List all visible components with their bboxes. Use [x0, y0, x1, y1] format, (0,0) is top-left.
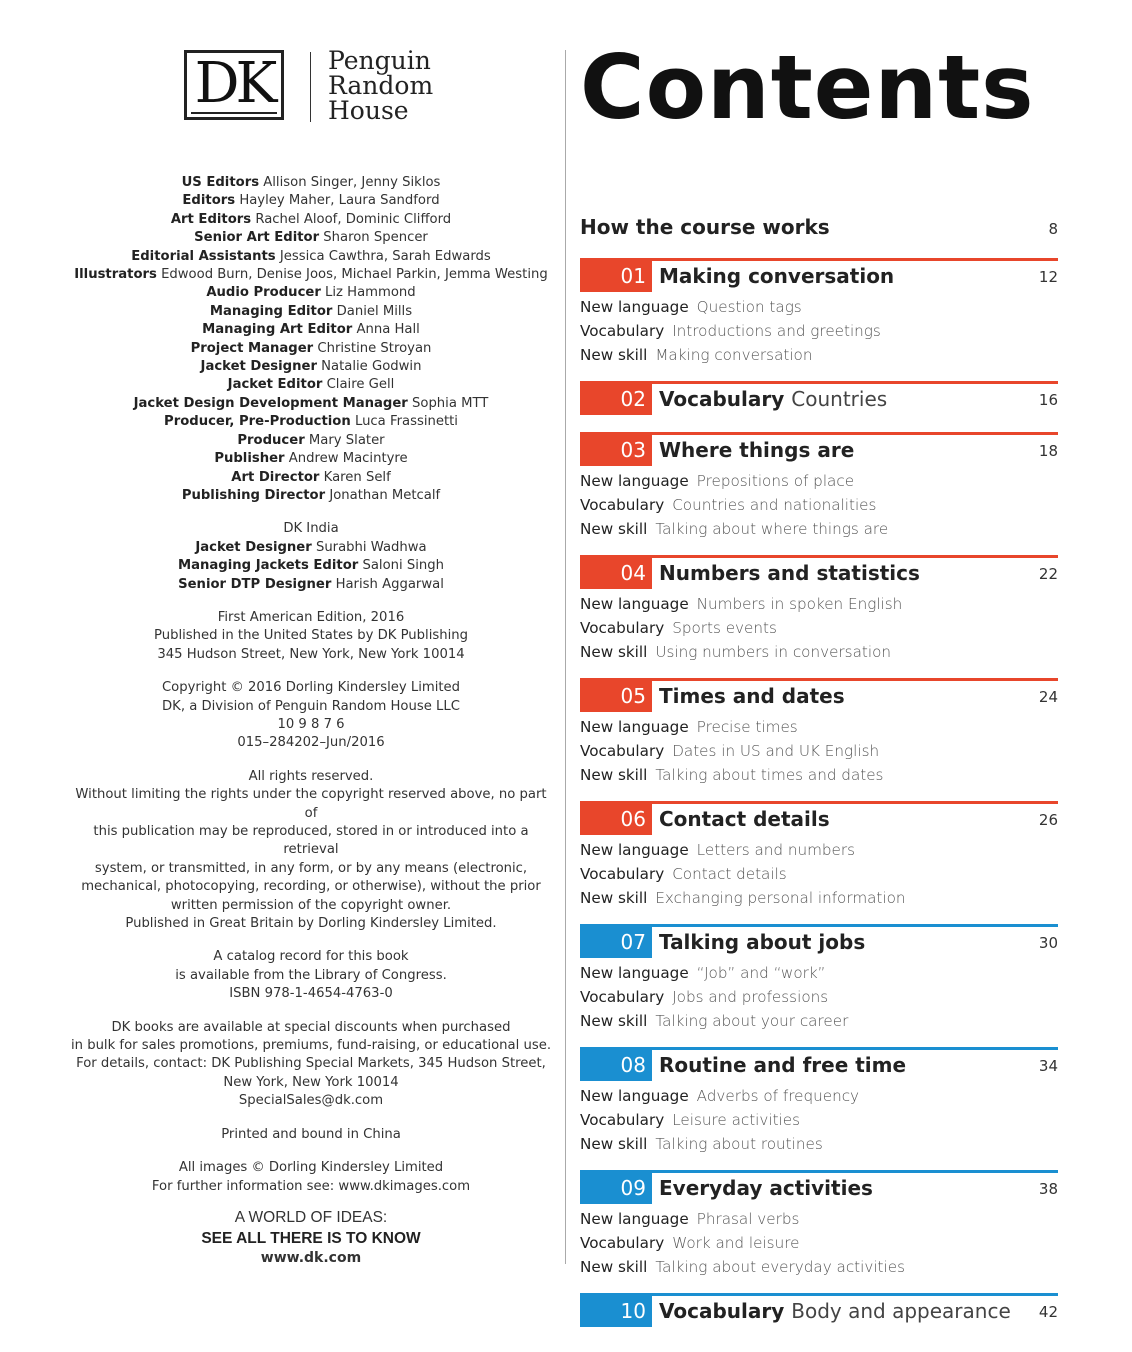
credit-role: Jacket Design Development Manager	[133, 395, 408, 411]
credit-line	[70, 469, 552, 487]
unit-detail-line	[580, 739, 1058, 763]
dk-logo: DK	[184, 50, 284, 120]
credit-role: US Editors	[181, 175, 260, 190]
credit-role: Publishing Director	[181, 487, 326, 503]
unit-detail-line	[580, 763, 1058, 787]
text-line: DK, a Division of Penguin Random House LLC	[162, 698, 460, 714]
detail-value: Phrasal verbs	[696, 1210, 800, 1228]
text-line: 345 Hudson Street, New York, New York 10014	[157, 646, 465, 662]
credit-line	[70, 413, 552, 431]
text-line: written permission of the copyright owner.	[170, 897, 452, 913]
detail-label: New skill	[580, 1258, 648, 1276]
unit-title	[659, 1296, 1011, 1327]
credit-role: Producer, Pre-Production	[164, 414, 351, 430]
unit-header	[580, 1170, 1058, 1207]
detail-label: New language	[580, 1210, 689, 1228]
detail-value: Talking about times and dates	[655, 766, 884, 784]
detail-value: Talking about everyday activities	[655, 1258, 905, 1276]
credit-line	[70, 192, 552, 210]
credit-role: Managing Editor	[209, 303, 333, 319]
detail-label: Vocabulary	[580, 1111, 665, 1129]
table-of-contents	[580, 212, 1058, 1344]
india-heading: DK India	[283, 521, 339, 537]
unit-header	[580, 555, 1058, 592]
text-line: Copyright © 2016 Dorling Kindersley Limited	[161, 680, 461, 696]
credit-role: Jacket Editor	[227, 377, 323, 393]
unit-detail-line	[580, 838, 1058, 862]
detail-value: Prepositions of place	[696, 472, 855, 490]
unit-detail-line	[580, 886, 1058, 910]
unit-subtitle: Body and appearance	[791, 1299, 1011, 1323]
unit-number: 01	[580, 261, 652, 292]
detail-label: New skill	[580, 346, 648, 364]
page-number: 22	[1038, 565, 1058, 583]
credit-name: Hayley Maher, Laura Sandford	[239, 193, 440, 209]
text-line: Published in the United States by DK Publishing	[154, 628, 468, 644]
toc-unit[interactable]	[580, 678, 1058, 787]
credit-role: Senior Art Editor	[194, 230, 320, 246]
unit-detail-line	[580, 1132, 1058, 1156]
page-number: 34	[1038, 1057, 1058, 1075]
credit-name: Sophia MTT	[412, 395, 489, 411]
page-number: 26	[1038, 811, 1058, 829]
unit-number: 06	[580, 804, 652, 835]
credit-role: Managing Jackets Editor	[178, 558, 359, 574]
unit-number: 05	[580, 681, 652, 712]
wordmark-line: Random	[328, 71, 434, 100]
detail-label: Vocabulary	[580, 496, 665, 514]
text-line: this publication may be reproduced, stored in or introduced into a retrieval	[93, 824, 529, 858]
credit-line	[70, 487, 552, 505]
detail-value: Making conversation	[655, 346, 813, 364]
credit-name: Natalie Godwin	[321, 359, 422, 375]
unit-title	[659, 681, 845, 712]
credits-list	[70, 174, 552, 505]
text-line: system, or transmitted, in any form, or by any means (electronic,	[94, 860, 528, 876]
credit-line	[70, 248, 552, 266]
detail-label: New language	[580, 964, 689, 982]
slogan-line-1: A WORLD OF IDEAS:	[234, 1208, 388, 1226]
detail-label: New language	[580, 472, 689, 490]
imprint-page	[70, 174, 552, 1267]
unit-detail-line	[580, 592, 1058, 616]
unit-detail-line	[580, 1108, 1058, 1132]
unit-title-text: Where things are	[659, 438, 855, 462]
unit-detail-line	[580, 469, 1058, 493]
toc-unit[interactable]	[580, 381, 1058, 418]
detail-label: New skill	[580, 1135, 648, 1153]
images-block	[70, 1159, 552, 1196]
page-number: 8	[1048, 220, 1058, 238]
credit-role: Art Editors	[170, 211, 252, 227]
unit-detail-line	[580, 715, 1058, 739]
detail-label: New language	[580, 595, 689, 613]
credit-line	[70, 450, 552, 468]
credit-role: Illustrators	[74, 267, 157, 283]
credit-role: Managing Art Editor	[202, 322, 353, 338]
text-line: All rights reserved.	[248, 768, 374, 784]
unit-number: 10	[580, 1296, 652, 1327]
detail-value: Talking about routines	[655, 1135, 823, 1153]
unit-detail-line	[580, 1009, 1058, 1033]
unit-title	[659, 927, 865, 958]
credit-name: Sharon Spencer	[323, 230, 428, 246]
unit-detail-line	[580, 1207, 1058, 1231]
credit-name: Anna Hall	[356, 322, 420, 338]
text-line: For details, contact: DK Publishing Special Markets, 345 Hudson Street,	[76, 1056, 546, 1072]
credit-role: Editors	[182, 193, 236, 209]
unit-title	[659, 1173, 873, 1204]
detail-value: Dates in US and UK English	[672, 742, 880, 760]
rights-block	[70, 768, 552, 934]
credit-line	[70, 376, 552, 394]
detail-label: Vocabulary	[580, 322, 665, 340]
credit-name: Karen Self	[323, 469, 391, 485]
detail-label: New skill	[580, 643, 648, 661]
unit-detail-line	[580, 961, 1058, 985]
detail-label: Vocabulary	[580, 742, 665, 760]
unit-title-text: Making conversation	[659, 264, 895, 288]
unit-title-text: Vocabulary	[659, 387, 785, 411]
detail-value: Letters and numbers	[696, 841, 856, 859]
unit-title	[659, 435, 854, 466]
credit-line	[70, 358, 552, 376]
unit-title	[659, 261, 894, 292]
unit-detail-line	[580, 640, 1058, 664]
credit-line	[70, 576, 552, 594]
credit-role: Jacket Designer	[200, 359, 317, 375]
detail-value: Jobs and professions	[672, 988, 829, 1006]
text-line: Published in Great Britain by Dorling Kindersley Limited.	[125, 916, 497, 932]
credit-line	[70, 303, 552, 321]
page-number: 12	[1038, 268, 1058, 286]
credit-line	[70, 174, 552, 192]
sales-block	[70, 1019, 552, 1111]
credit-role: Audio Producer	[206, 285, 321, 301]
unit-title	[659, 384, 887, 415]
india-credits-list	[70, 539, 552, 594]
edition-block	[70, 609, 552, 664]
credit-name: Saloni Singh	[362, 558, 444, 574]
unit-header	[580, 801, 1058, 838]
unit-number: 02	[580, 384, 652, 415]
unit-title-text: Times and dates	[659, 684, 845, 708]
credit-line	[70, 266, 552, 284]
page-number: 24	[1038, 688, 1058, 706]
page-title: Contents	[580, 36, 1035, 139]
unit-title-text: Vocabulary	[659, 1299, 785, 1323]
unit-list	[580, 258, 1058, 1330]
unit-title	[659, 558, 920, 589]
detail-value: Question tags	[696, 298, 802, 316]
text-line: For further information see: www.dkimages.com	[151, 1178, 471, 1194]
detail-value: Numbers in spoken English	[696, 595, 903, 613]
unit-title-text: Everyday activities	[659, 1176, 873, 1200]
copyright-block	[70, 679, 552, 753]
credit-name: Mary Slater	[308, 432, 385, 448]
credit-name: Luca Frassinetti	[354, 414, 458, 430]
detail-value: Talking about where things are	[655, 520, 889, 538]
detail-label: New language	[580, 841, 689, 859]
text-line: Without limiting the rights under the copyright reserved above, no part of	[75, 787, 547, 821]
unit-title-text: Talking about jobs	[659, 930, 866, 954]
credit-name: Claire Gell	[326, 377, 395, 393]
unit-header	[580, 1047, 1058, 1084]
toc-unit[interactable]	[580, 924, 1058, 1033]
detail-value: Adverbs of frequency	[696, 1087, 860, 1105]
unit-title	[659, 804, 830, 835]
unit-number: 07	[580, 927, 652, 958]
text-line: 015–284202–Jun/2016	[237, 735, 385, 751]
text-line: in bulk for sales promotions, premiums, fund-raising, or educational use.	[70, 1038, 552, 1054]
toc-intro-row[interactable]	[580, 212, 1058, 258]
slogan-line-2: SEE ALL THERE IS TO KNOW	[201, 1229, 421, 1247]
catalog-block	[70, 948, 552, 1003]
page-number: 42	[1038, 1303, 1058, 1321]
detail-label: New language	[580, 298, 689, 316]
unit-detail-line	[580, 862, 1058, 886]
text-line: All images © Dorling Kindersley Limited	[178, 1160, 444, 1176]
text-line: A catalog record for this book	[213, 949, 409, 965]
credit-name: Liz Hammond	[325, 285, 416, 301]
credit-role: Editorial Assistants	[131, 248, 276, 264]
credit-role: Art Director	[231, 469, 320, 485]
unit-title-text: Routine and free time	[659, 1053, 907, 1077]
toc-unit[interactable]	[580, 432, 1058, 541]
credit-role: Senior DTP Designer	[178, 576, 332, 592]
text-line: DK books are available at special discounts when purchased	[111, 1019, 511, 1035]
detail-label: Vocabulary	[580, 1234, 665, 1252]
toc-unit[interactable]	[580, 1293, 1058, 1330]
text-line: SpecialSales@dk.com	[238, 1093, 384, 1109]
detail-label: Vocabulary	[580, 619, 665, 637]
unit-detail-line	[580, 319, 1058, 343]
text-line: New York, New York 10014	[223, 1074, 399, 1090]
detail-value: Contact details	[672, 865, 787, 883]
credit-role: Jacket Designer	[195, 539, 312, 555]
credit-line	[70, 284, 552, 302]
credit-name: Jessica Cawthra, Sarah Edwards	[279, 248, 491, 264]
unit-number: 09	[580, 1173, 652, 1204]
detail-label: New skill	[580, 889, 648, 907]
detail-value: “Job” and “work”	[696, 964, 826, 982]
unit-detail-line	[580, 616, 1058, 640]
unit-detail-line	[580, 1231, 1058, 1255]
detail-value: Precise times	[696, 718, 798, 736]
detail-value: Exchanging personal information	[655, 889, 906, 907]
text-line: is available from the Library of Congress.	[175, 967, 447, 983]
credit-name: Harish Aggarwal	[335, 576, 444, 592]
detail-label: New language	[580, 718, 689, 736]
unit-detail-line	[580, 1084, 1058, 1108]
credit-name: Edwood Burn, Denise Joos, Michael Parkin, Jemma Westing	[161, 267, 548, 283]
page-number: 18	[1038, 442, 1058, 460]
credit-name: Christine Stroyan	[317, 340, 432, 356]
toc-unit[interactable]	[580, 555, 1058, 664]
unit-detail-line	[580, 985, 1058, 1009]
text-line: 10 9 8 7 6	[277, 716, 345, 732]
detail-value: Sports events	[672, 619, 777, 637]
credit-role: Publisher	[214, 451, 285, 467]
credit-name: Rachel Aloof, Dominic Clifford	[255, 211, 452, 227]
detail-value: Introductions and greetings	[672, 322, 881, 340]
unit-detail-line	[580, 517, 1058, 541]
unit-title-text: Contact details	[659, 807, 830, 831]
page-number: 16	[1038, 391, 1058, 409]
detail-label: Vocabulary	[580, 988, 665, 1006]
detail-value: Using numbers in conversation	[655, 643, 891, 661]
unit-detail-line	[580, 1255, 1058, 1279]
credit-line	[70, 340, 552, 358]
unit-number: 04	[580, 558, 652, 589]
column-divider	[565, 50, 566, 1264]
credit-name: Allison Singer, Jenny Siklos	[263, 175, 441, 190]
page-number: 38	[1038, 1180, 1058, 1198]
credit-line	[70, 321, 552, 339]
detail-label: New skill	[580, 520, 648, 538]
slogan	[70, 1207, 552, 1249]
unit-title-text: Numbers and statistics	[659, 561, 920, 585]
unit-header	[580, 678, 1058, 715]
unit-header	[580, 258, 1058, 295]
publisher-logo	[184, 48, 454, 128]
toc-unit[interactable]	[580, 258, 1058, 367]
credit-name: Jonathan Metcalf	[329, 487, 441, 503]
unit-detail-line	[580, 295, 1058, 319]
detail-value: Countries and nationalities	[672, 496, 877, 514]
detail-label: New skill	[580, 1012, 648, 1030]
credit-line	[70, 557, 552, 575]
detail-label: Vocabulary	[580, 865, 665, 883]
detail-value: Work and leisure	[672, 1234, 800, 1252]
logo-divider	[310, 52, 311, 122]
text-line: First American Edition, 2016	[217, 609, 405, 625]
unit-header	[580, 924, 1058, 961]
page-number: 30	[1038, 934, 1058, 952]
wordmark-line: House	[328, 96, 409, 125]
printed-line: Printed and bound in China	[221, 1126, 401, 1142]
credit-role: Producer	[237, 432, 305, 448]
credit-name: Andrew Macintyre	[288, 451, 408, 467]
credit-line	[70, 211, 552, 229]
toc-intro-title: How the course works	[580, 215, 830, 239]
unit-detail-line	[580, 493, 1058, 517]
text-line: ISBN 978-1-4654-4763-0	[229, 986, 393, 1002]
unit-number: 03	[580, 435, 652, 466]
website-link[interactable]: www.dk.com	[260, 1249, 362, 1266]
credit-line	[70, 229, 552, 247]
unit-header	[580, 432, 1058, 469]
detail-value: Leisure activities	[672, 1111, 801, 1129]
detail-value: Talking about your career	[655, 1012, 849, 1030]
toc-unit[interactable]	[580, 1047, 1058, 1156]
credit-name: Surabhi Wadhwa	[315, 539, 427, 555]
credit-line	[70, 395, 552, 413]
credit-role: Project Manager	[190, 340, 314, 356]
unit-title	[659, 1050, 906, 1081]
toc-unit[interactable]	[580, 801, 1058, 910]
unit-number: 08	[580, 1050, 652, 1081]
wordmark-line: Penguin	[328, 46, 431, 75]
penguin-random-house-wordmark	[328, 48, 433, 123]
unit-detail-line	[580, 343, 1058, 367]
credit-line	[70, 539, 552, 557]
credit-name: Daniel Mills	[336, 303, 413, 319]
detail-label: New language	[580, 1087, 689, 1105]
toc-unit[interactable]	[580, 1170, 1058, 1279]
unit-subtitle: Countries	[791, 387, 888, 411]
text-line: mechanical, photocopying, recording, or otherwise), without the prior	[81, 879, 541, 895]
credit-line	[70, 432, 552, 450]
detail-label: New skill	[580, 766, 648, 784]
unit-header	[580, 1293, 1058, 1330]
unit-header	[580, 381, 1058, 418]
